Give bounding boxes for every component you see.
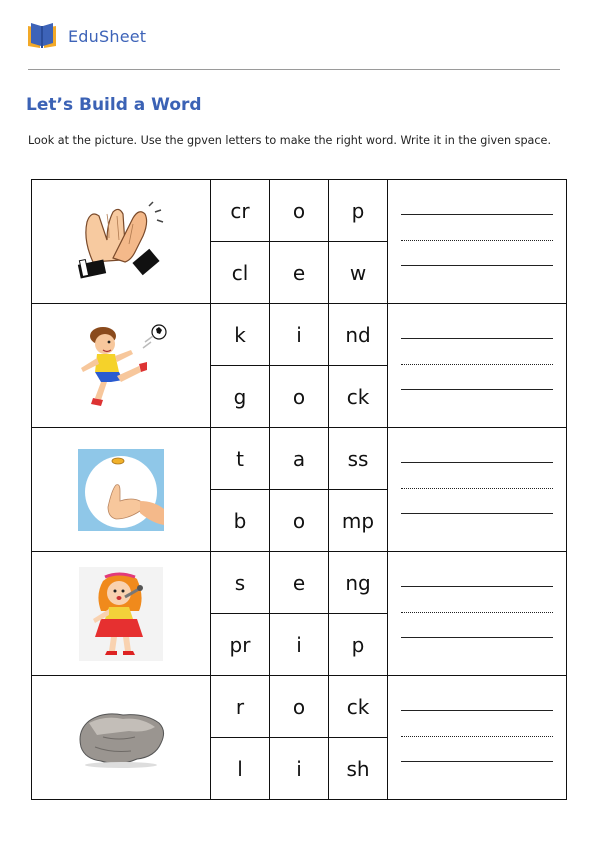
letter-tile: t (211, 428, 270, 490)
answer-line-midline (401, 364, 553, 365)
picture-cell (32, 552, 211, 676)
letter-tile: p (329, 180, 388, 242)
answer-line-midline (401, 240, 553, 241)
answer-line-top (401, 214, 553, 215)
letter-tile: w (329, 242, 388, 304)
rock-illustration (32, 676, 210, 799)
letter-tile: e (270, 242, 329, 304)
letter-tile: mp (329, 490, 388, 552)
answer-line-midline (401, 488, 553, 489)
answer-line-midline (401, 736, 553, 737)
letter-tile: i (270, 614, 329, 676)
word-row (32, 552, 567, 614)
girl-singing-illustration (32, 552, 210, 675)
letter-tile: ss (329, 428, 388, 490)
open-book-icon (26, 21, 58, 51)
letter-tile: g (211, 366, 270, 428)
answer-line-top (401, 338, 553, 339)
answer-line-top (401, 586, 553, 587)
answer-line-midline (401, 612, 553, 613)
letter-tile: pr (211, 614, 270, 676)
word-row (32, 180, 567, 242)
picture-cell (32, 180, 211, 304)
answer-line-top (401, 462, 553, 463)
letter-tile: k (211, 304, 270, 366)
boy-kicking-ball-illustration (32, 304, 210, 427)
answer-line-top (401, 710, 553, 711)
instructions: Look at the picture. Use the gpven letters to make the right word. Write it in the given space. (28, 134, 551, 147)
answer-writing-area[interactable] (388, 304, 567, 428)
letter-tile: s (211, 552, 270, 614)
letter-tile: sh (329, 738, 388, 800)
worksheet-title: Let’s Build a Word (26, 95, 202, 115)
picture-cell (32, 676, 211, 800)
letter-tile: cl (211, 242, 270, 304)
letter-tile: o (270, 366, 329, 428)
letter-tile: ck (329, 366, 388, 428)
word-row (32, 428, 567, 490)
letter-tile: o (270, 180, 329, 242)
answer-writing-area[interactable] (388, 428, 567, 552)
answer-writing-area[interactable] (388, 676, 567, 800)
picture-cell (32, 428, 211, 552)
letter-tile: cr (211, 180, 270, 242)
answer-writing-area[interactable] (388, 180, 567, 304)
word-row (32, 304, 567, 366)
word-building-table (31, 179, 567, 800)
header (26, 20, 146, 52)
letter-tile: r (211, 676, 270, 738)
answer-writing-area[interactable] (388, 552, 567, 676)
brand-name: EduSheet (68, 26, 147, 46)
letter-tile: nd (329, 304, 388, 366)
letter-tile: o (270, 676, 329, 738)
answer-line-baseline (401, 389, 553, 390)
answer-line-baseline (401, 265, 553, 266)
picture-cell (32, 304, 211, 428)
letter-tile: b (211, 490, 270, 552)
letter-tile: ng (329, 552, 388, 614)
letter-tile: ck (329, 676, 388, 738)
letter-tile: o (270, 490, 329, 552)
letter-tile: e (270, 552, 329, 614)
letter-tile: i (270, 304, 329, 366)
word-row (32, 676, 567, 738)
answer-line-baseline (401, 637, 553, 638)
letter-tile: l (211, 738, 270, 800)
answer-line-baseline (401, 761, 553, 762)
clapping-hands-illustration (32, 180, 210, 303)
letter-tile: i (270, 738, 329, 800)
coin-toss-illustration (32, 428, 210, 551)
letter-tile: p (329, 614, 388, 676)
letter-tile: a (270, 428, 329, 490)
answer-line-baseline (401, 513, 553, 514)
header-divider (28, 69, 560, 70)
